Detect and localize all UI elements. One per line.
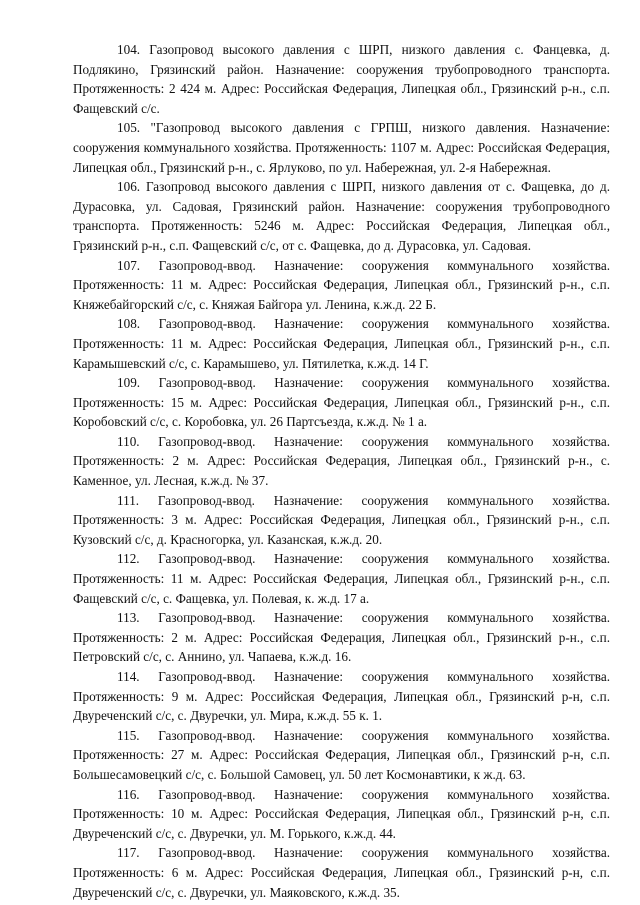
item-110: 110. Газопровод-ввод. Назначение: сооружения коммунального хозяйства. Протяженность: 2 м. Адрес: Российская Федерация, Липецкая обл., Грязинский р-н., с. Каменное, ул. Лесная, к.ж.д. № 37. [73, 433, 610, 489]
item-109: 109. Газопровод-ввод. Назначение: сооружения коммунального хозяйства. Протяженность: 15 м. Адрес: Российская Федерация, Липецкая обл., Грязинский р-н., с.п. Коробовский с/с, с. Коробовка, ул. 26 Партсъезда, к.ж.д. № 1 а. [73, 375, 610, 430]
item-104: 104. Газопровод высокого давления с ШРП, низкого давления с. Фанцевка, д. Подлякино, Грязинский район. Назначение: сооружения трубопроводного транспорта. Протяженность: 2 424 м. Адрес: Российская Федерация, Липецкая обл., Грязинский р-н., с.п. Фащевский с/с. [73, 42, 610, 116]
item-112: 112. Газопровод-ввод. Назначение: сооружения коммунального хозяйства. Протяженность: 11 м. Адрес: Российская Федерация, Липецкая обл., Грязинский р-н., с.п. Фащевский с/с, с. Фащевка, ул. Полевая, к. ж.д. 17 а. [73, 551, 610, 606]
item-111: 111. Газопровод-ввод. Назначение: сооружения коммунального хозяйства. Протяженность: 3 м. Адрес: Российская Федерация, Липецкая обл., Грязинский р-н., с.п. Кузовский с/с, д. Красногорка, ул. Казанская, к.ж.д. 20. [73, 492, 610, 547]
item-114: 114. Газопровод-ввод. Назначение: сооружения коммунального хозяйства. Протяженность: 9 м. Адрес: Российская Федерация, Липецкая обл., Грязинский р-н, с.п. Двуреченский с/с, с. Двуречки, ул. Мира, к.ж.д. 55 к. 1. [73, 669, 610, 724]
item-105: 105. "Газопровод высокого давления с ГРПШ, низкого давления. Назначение: сооружения коммунального хозяйства. Протяженность: 1107 м. Адрес: Российская Федерация, Липецкая обл., Грязинский р-н., с. Ярлуково, по ул. Набережная, ул. 2-я Набережная. [73, 120, 610, 175]
item-107: 107. Газопровод-ввод. Назначение: сооружения коммунального хозяйства. Протяженность: 11 м. Адрес: Российская Федерация, Липецкая обл., Грязинский р-н., с.п. Княжебайгорский с/с, с. Княжая Байгора ул. Ленина, к.ж.д. 22 Б. [73, 257, 610, 312]
item-115: 115. Газопровод-ввод. Назначение: сооружения коммунального хозяйства. Протяженность: 27 м. Адрес: Российская Федерация, Липецкая обл., Грязинский р-н, с.п. Большесамовецкий с/с, с. Большой Самовец, ул. 50 лет Космонавтики, к ж.д. 63. [73, 727, 610, 782]
item-113: 113. Газопровод-ввод. Назначение: сооружения коммунального хозяйства. Протяженность: 2 м. Адрес: Российская Федерация, Липецкая обл., Грязинский р-н., с.п. Петровский с/с, с. Аннино, ул. Чапаева, к.ж.д. 16. [73, 610, 610, 665]
item-108: 108. Газопровод-ввод. Назначение: сооружения коммунального хозяйства. Протяженность: 11 м. Адрес: Российская Федерация, Липецкая обл., Грязинский р-н., с.п. Карамышевский с/с, с. Карамышево, ул. Пятилетка, к.ж.д. 14 Г. [73, 316, 610, 371]
item-106: 106. Газопровод высокого давления с ШРП, низкого давления от с. Фащевка, до д. Дурасовка, ул. Садовая, Грязинский район. Назначение: сооружения трубопроводного транспорта. Протяженность: 5246 м. Адрес: Российская Федерация, Липецкая обл., Грязинский р-н., с.п. Фащевский с/с, от с. Фащевка, до д. Дурасовка, ул. Садовая. [73, 179, 610, 253]
item-117: 117. Газопровод-ввод. Назначение: сооружения коммунального хозяйства. Протяженность: 6 м. Адрес: Российская Федерация, Липецкая обл., Грязинский р-н, с.п. Двуреченский с/с, с. Двуречки, ул. Маяковского, к.ж.д. 35. [73, 845, 610, 900]
item-116: 116. Газопровод-ввод. Назначение: сооружения коммунального хозяйства. Протяженность: 10 м. Адрес: Российская Федерация, Липецкая обл., Грязинский р-н, с.п. Двуреченский с/с, с. Двуречки, ул. М. Горького, к.ж.д. 44. [73, 786, 610, 841]
